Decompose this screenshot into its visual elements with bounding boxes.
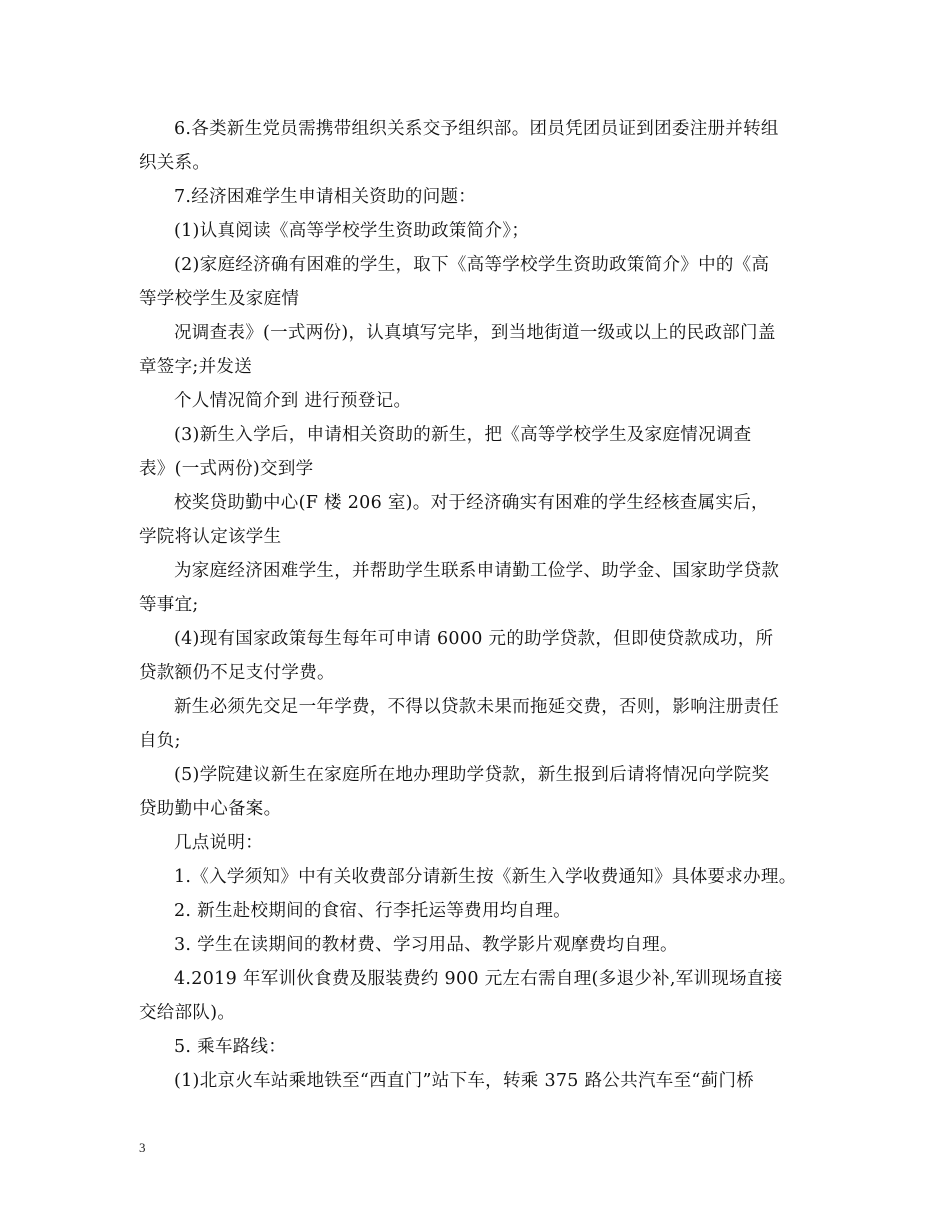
text-line: 几点说明： — [174, 833, 263, 853]
text-line: 贷款额仍不足支付学费。 — [139, 663, 335, 683]
text-line: (1)北京火车站乘地铁至“西直门”站下车，转乘 375 路公共汽车至“蓟门桥 — [174, 1071, 755, 1091]
text-line: 个人情况简介到 进行预登记。 — [174, 391, 412, 411]
page-number: 3 — [139, 1140, 146, 1155]
text-line: (2)家庭经济确有困难的学生，取下《高等学校学生资助政策简介》中的《高 — [174, 255, 770, 275]
text-line: 贷助勤中心备案。 — [139, 799, 282, 819]
text-line: 等学校学生及家庭情 — [139, 289, 300, 309]
text-line: 1.《入学须知》中有关收费部分请新生按《新生入学收费通知》具体要求办理。 — [174, 867, 797, 887]
text-line: 2. 新生赴校期间的食宿、行李托运等费用均自理。 — [174, 901, 571, 921]
text-line: 新生必须先交足一年学费，不得以贷款未果而拖延交费，否则，影响注册责任 — [174, 697, 780, 717]
text-line: (3)新生入学后，申请相关资助的新生，把《高等学校学生及家庭情况调查 — [174, 425, 752, 445]
text-line: 为家庭经济困难学生，并帮助学生联系申请勤工俭学、助学金、国家助学贷款 — [174, 561, 780, 581]
text-line: (5)学院建议新生在家庭所在地办理助学贷款，新生报到后请将情况向学院奖 — [174, 765, 770, 785]
text-line: (1)认真阅读《高等学校学生资助政策简介》； — [174, 221, 530, 241]
text-line: 织关系。 — [139, 153, 211, 173]
text-line: 6.各类新生党员需携带组织关系交予组织部。团员凭团员证到团委注册并转组 — [174, 119, 779, 139]
text-line: 自负; — [139, 731, 181, 751]
text-line: 章签字;并发送 — [139, 357, 252, 377]
text-line: 校奖贷助勤中心(F 楼 206 室)。对于经济确实有困难的学生经核查属实后， — [174, 493, 769, 513]
text-line: 4.2019 年军训伙食费及服装费约 900 元左右需自理(多退少补,军训现场直接 — [174, 969, 783, 989]
text-line: 交给部队)。 — [139, 1003, 236, 1023]
text-line: 7.经济困难学生申请相关资助的问题： — [174, 187, 477, 207]
text-line: 5. 乘车路线： — [174, 1037, 287, 1057]
text-line: 3. 学生在读期间的教材费、学习用品、教学影片观摩费均自理。 — [174, 935, 678, 955]
document-body — [139, 112, 829, 1098]
text-line: 况调查表》(一式两份)，认真填写完毕，到当地街道一级或以上的民政部门盖 — [174, 323, 776, 343]
text-line: (4)现有国家政策每生每年可申请 6000 元的助学贷款，但即使贷款成功，所 — [174, 629, 774, 649]
text-line: 等事宜; — [139, 595, 199, 615]
text-line: 学院将认定该学生 — [139, 527, 282, 547]
text-line: 表》(一式两份)交到学 — [139, 459, 314, 479]
